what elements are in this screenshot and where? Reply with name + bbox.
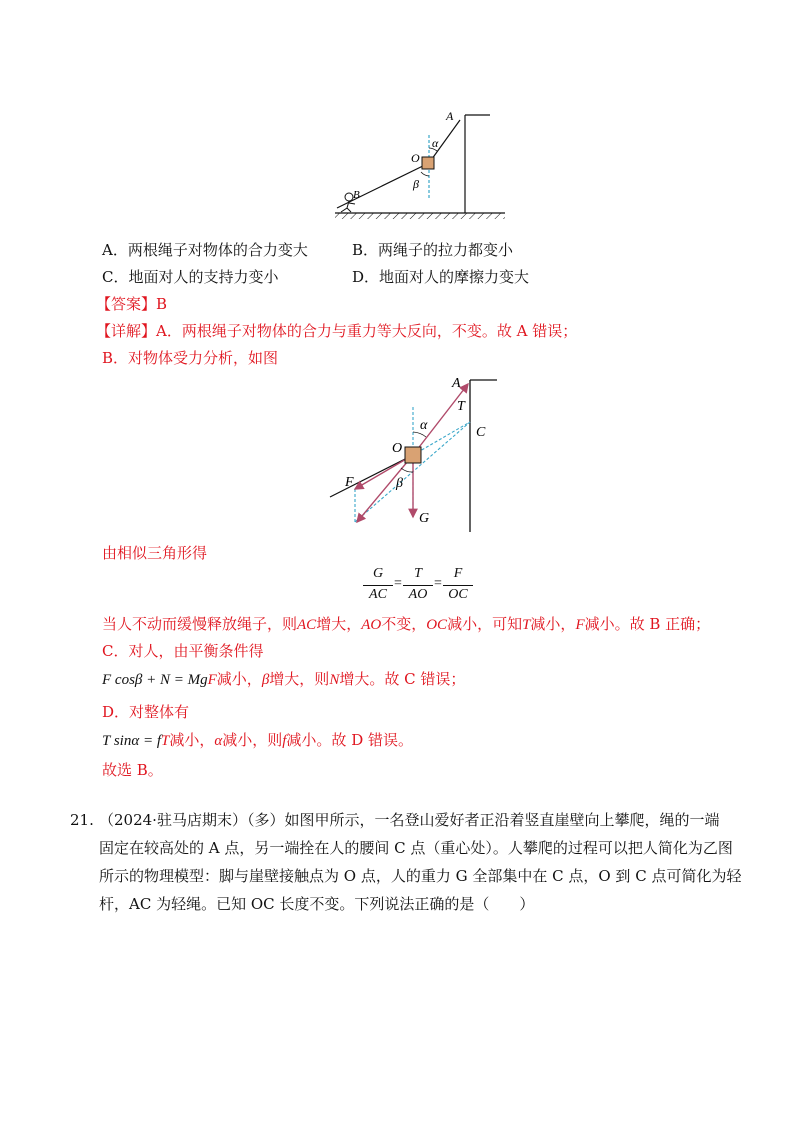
frac-ac-den: AC: [369, 587, 387, 602]
detail-line-7: T sinα = fT减小，α减小，则f减小。故 D 错误。: [102, 731, 413, 749]
figure-2-label-O: O: [392, 441, 403, 456]
frac-eq-1: =: [394, 576, 402, 591]
frac-eq-2: =: [434, 576, 442, 591]
figure-2-label-F: F: [345, 475, 354, 490]
equation-2: F cosβ + N = Mg: [102, 672, 208, 688]
question-21-line-2: 固定在较高处的 A 点，另一端拴在人的腰间 C 点（重心处）。人攀爬的过程可以把人简化为乙图: [99, 839, 733, 857]
question-21-line-1: （2024·驻马店期末）（多）如图甲所示，一名登山爱好者正沿着竖直崖壁向上攀爬，绳的一端: [99, 811, 720, 829]
detail-line-6: D．对整体有: [102, 703, 190, 721]
figure-2-label-G: G: [419, 511, 430, 526]
figure-1-label-B: B: [353, 189, 360, 201]
frac-t-num: T: [414, 566, 422, 581]
figure-2-label-C: C: [476, 425, 486, 440]
question-21-number: 21.: [70, 811, 94, 829]
question-21-line-3: 所示的物理模型：脚与崖壁接触点为 O 点，人的重力 G 全部集中在 C 点，O 到 C 点可简化为轻: [99, 867, 742, 885]
figure-1-label-A: A: [446, 109, 454, 123]
option-c[interactable]: C．地面对人的支持力变小: [102, 268, 279, 286]
figure-1-label-alpha: α: [432, 136, 439, 150]
frac-g-num: G: [372, 566, 384, 581]
figure-1-label-beta: β: [413, 177, 419, 191]
detail-line-3: 当人不动而缓慢释放绳子，则AC增大，AO不变，OC减小，可知T减小，F减小。故 B 正确；: [102, 615, 711, 633]
option-d[interactable]: D．地面对人的摩擦力变大: [352, 268, 530, 286]
detail-line-5: F cosβ + N = MgF减小，β增大，则N增大。故 C 错误；: [102, 670, 466, 688]
detail-line-1: 【详解】A．两根绳子对物体的合力与重力等大反向，不变。故 A 错误；: [96, 322, 578, 340]
question-21-line-4: 杆，AC 为轻绳。已知 OC 长度不变。下列说法正确的是（ ）: [99, 895, 535, 913]
detail-similar-triangles: 由相似三角形得: [102, 544, 208, 562]
answer-line: 【答案】B: [96, 295, 168, 313]
figure-2-label-alpha: α: [420, 418, 428, 433]
frac-f-num: F: [453, 566, 463, 581]
equation-3: T sinα = f: [102, 733, 161, 749]
frac-ao-den: AO: [408, 587, 428, 602]
figure-1-rope-diagram: [325, 100, 515, 230]
figure-2-label-A: A: [452, 376, 461, 391]
figure-2-label-beta: β: [396, 476, 403, 491]
similar-triangle-equation: [363, 566, 473, 610]
detail-line-2: B．对物体受力分析，如图: [102, 349, 279, 367]
figure-2-label-T: T: [457, 399, 465, 414]
detail-line-4: C．对人，由平衡条件得: [102, 642, 264, 660]
figure-1-label-O: O: [411, 151, 420, 165]
detail-conclusion: 故选 B。: [102, 761, 163, 779]
figure-2-force-diagram: [325, 372, 505, 537]
option-b[interactable]: B．两绳子的拉力都变小: [352, 241, 514, 259]
frac-oc-den: OC: [448, 587, 468, 602]
option-a[interactable]: A．两根绳子对物体的合力变大: [102, 241, 308, 259]
